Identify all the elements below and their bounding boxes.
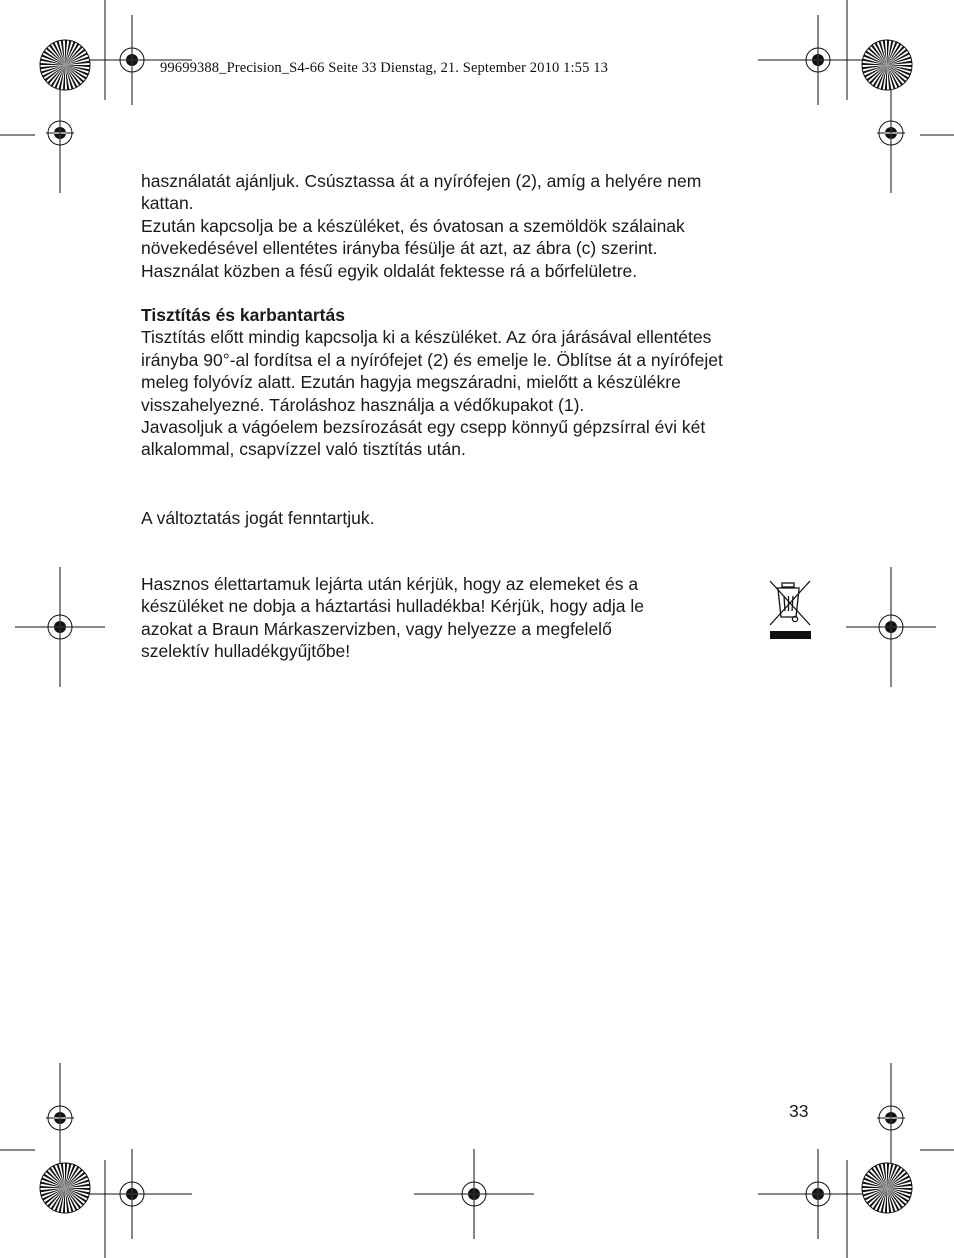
text-line: Ezután kapcsolja be a készüléket, és óvatosan a szemöldök szálainak xyxy=(141,215,685,236)
page-number: 33 xyxy=(789,1101,809,1121)
starburst-target-icon xyxy=(40,40,90,90)
cleaning-section xyxy=(141,304,723,461)
starburst-target-icon xyxy=(862,1163,912,1213)
starburst-target-icon xyxy=(40,1163,90,1213)
text-line: meleg folyóvíz alatt. Ezután hagyja megszáradni, mielőtt a készülékre xyxy=(141,372,681,393)
text-line: kattan. xyxy=(141,193,194,214)
starburst-target-icon xyxy=(862,40,912,90)
text-line: Tisztítás előtt mindig kapcsolja ki a készüléket. Az óra járásával ellentétes xyxy=(141,327,712,348)
crossed-out-wheelie-bin-icon xyxy=(765,578,815,642)
notice-section xyxy=(141,507,374,529)
text-line: szelektív hulladékgyűjtőbe! xyxy=(141,641,351,662)
text-line: növekedésével ellentétes irányba fésülje át azt, az ábra (c) szerint. xyxy=(141,238,658,259)
text-line: alkalommal, csapvízzel való tisztítás után. xyxy=(141,439,466,460)
text-line: visszahelyezné. Tároláshoz használja a védőkupakot (1). xyxy=(141,394,585,415)
text-line: Hasznos élettartamuk lejárta után kérjük, hogy az elemeket és a xyxy=(141,574,639,594)
notice-text: A változtatás jogát fenntartjuk. xyxy=(141,508,375,528)
text-line: használatát ajánljuk. Csúsztassa át a nyírófejen (2), amíg a helyére nem xyxy=(141,171,702,191)
text-line: készüléket ne dobja a háztartási hulladékba! Kérjük, hogy adja le xyxy=(141,596,644,617)
section-heading: Tisztítás és karbantartás xyxy=(141,305,345,325)
text-line: Javasoljuk a vágóelem bezsírozását egy csepp könnyű gépzsírral évi két xyxy=(141,417,706,438)
intro-section xyxy=(141,170,701,282)
print-slug-header: 99699388_Precision_S4-66 Seite 33 Dienstag, 21. September 2010 1:55 13 xyxy=(160,60,609,76)
disposal-section xyxy=(141,573,644,663)
text-line: azokat a Braun Márkaszervizben, vagy helyezze a megfelelő xyxy=(141,618,612,639)
text-line: Használat közben a fésű egyik oldalát fektesse rá a bőrfelületre. xyxy=(141,260,638,281)
text-line: irányba 90°-al fordítsa el a nyírófejet (2) és emelje le. Öblítse át a nyírófejet xyxy=(141,349,723,370)
